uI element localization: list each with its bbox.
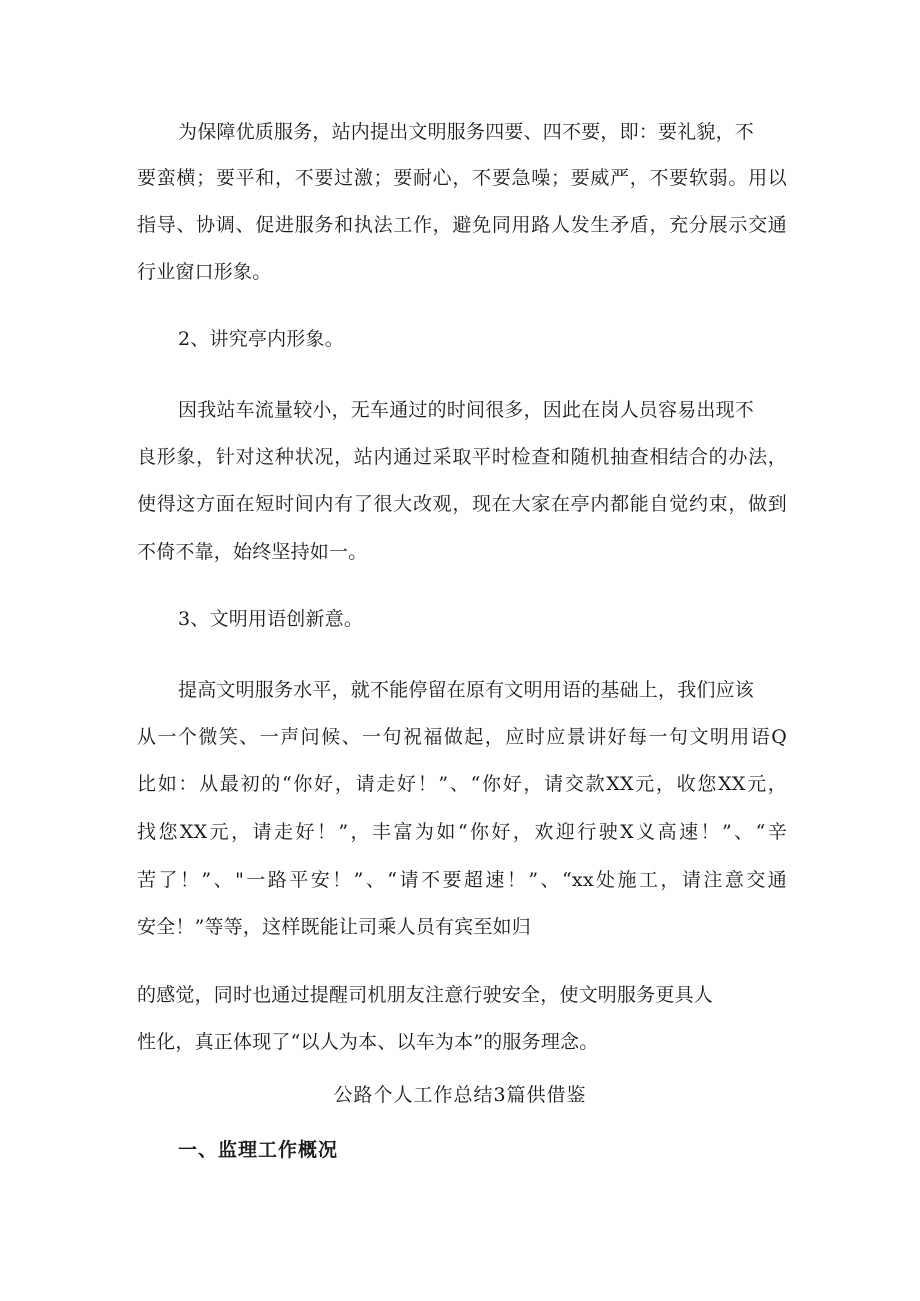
paragraph-4-line-1: 的感觉，同时也通过提醒司机朋友注意行驶安全，使文明服务更具人 (137, 984, 714, 1006)
paragraph-4-line-2: 性化，真正体现了“以人为本、以车为本”的服务理念。 (137, 1031, 599, 1053)
paragraph-3-line-3: 比如：从最初的“你好，请走好！”、“你好，请交款XX元，收您XX元， (137, 773, 787, 795)
paragraph-3-line-5: 苦了！”、"一路平安！”、“请不要超速！”、“xx处施工，请注意交通 (137, 869, 787, 891)
paragraph-1-line-1: 为保障优质服务，站内提出文明服务四要、四不要，即：要礼貌，不 (178, 121, 755, 143)
section-heading: 一、监理工作概况 (178, 1139, 339, 1161)
paragraph-3-line-6: 安全！”等等，这样既能让司乘人员有宾至如归 (137, 916, 531, 938)
paragraph-3-line-1: 提高文明服务水平，就不能停留在原有文明用语的基础上，我们应该 (178, 679, 755, 701)
paragraph-3-line-2: 从一个微笑、一声问候、一句祝福做起，应时应景讲好每一句文明用语Q (137, 726, 787, 748)
paragraph-3-line-4: 找您XX元，请走好！”，丰富为如“你好，欢迎行驶X义高速！”、“辛 (137, 821, 787, 843)
paragraph-1-line-2: 要蛮横；要平和，不要过激；要耐心，不要急噪；要威严，不要软弱。用以 (137, 167, 787, 189)
list-item-2: 2、讲究亭内形象。 (178, 328, 344, 350)
paragraph-2-line-4: 不倚不靠，始终坚持如一。 (137, 541, 368, 563)
paragraph-1-line-3: 指导、协调、促进服务和执法工作，避免同用路人发生矛盾，充分展示交通 (137, 214, 787, 236)
list-item-3: 3、文明用语创新意。 (178, 608, 364, 630)
paragraph-2-line-1: 因我站车流量较小，无车通过的时间很多，因此在岗人员容易出现不 (178, 399, 755, 421)
paragraph-1-line-4: 行业窗口形象。 (137, 261, 272, 283)
section-title: 公路个人工作总结3篇供借鉴 (333, 1084, 587, 1106)
paragraph-2-line-3: 使得这方面在短时间内有了很大改观，现在大家在亭内都能自觉约束，做到 (137, 493, 787, 515)
paragraph-2-line-2: 良形象，针对这种状况，站内通过采取平时检查和随机抽查相结合的办法， (137, 446, 787, 468)
